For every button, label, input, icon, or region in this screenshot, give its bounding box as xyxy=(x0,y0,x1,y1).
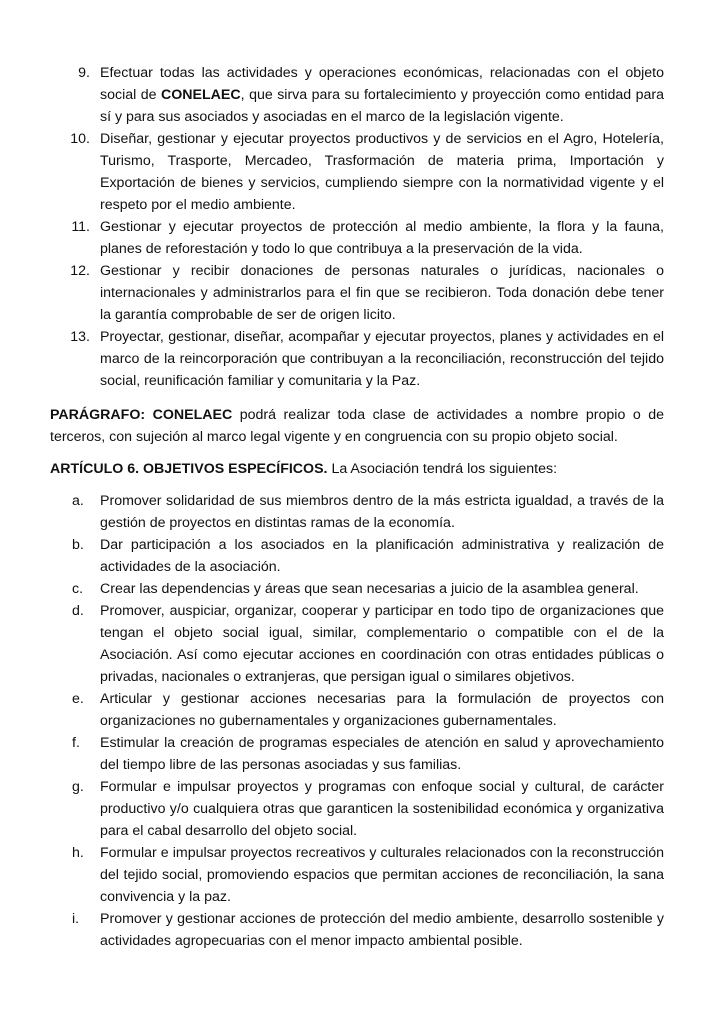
item-text: Promover solidaridad de sus miembros dentro de la más estricta igualdad, a través de la gestión de proyectos en distintas ramas de la economía. xyxy=(100,493,664,531)
item-text: Gestionar y ejecutar proyectos de protección al medio ambiente, la flora y la fauna, planes de reforestación y todo lo que contribuya a la preservación de la vida. xyxy=(100,219,664,257)
item-text: Promover, auspiciar, organizar, cooperar y participar en todo tipo de organizaciones que tengan el objeto social igual, similar, complementario o compatible con el de la Asociación. Así como ejecutar acciones en coordinación con otras entidades públicas o privadas, nacionales o extranjeras, que persigan igual o similares objetivos. xyxy=(100,603,664,685)
item-text: Proyectar, gestionar, diseñar, acompañar y ejecutar proyectos, planes y actividades en el marco de la reincorporación que contribuyan a la reconciliación, reconstrucción del tejido social, reunificación familiar y comunitaria y la Paz. xyxy=(100,329,664,389)
item-number: 9. xyxy=(78,65,90,81)
paragrafo-label: PARÁGRAFO: CONELAEC xyxy=(50,407,233,423)
list-item-f xyxy=(50,732,664,776)
list-item-c xyxy=(50,578,664,600)
item-letter: h. xyxy=(72,845,84,861)
item-number: 10. xyxy=(70,131,90,147)
item-text: Articular y gestionar acciones necesarias para la formulación de proyectos con organizaciones no gubernamentales y organizaciones gubernamentales. xyxy=(100,691,664,729)
item-number: 13. xyxy=(70,329,90,345)
item-letter: b. xyxy=(72,537,84,553)
item-text-cont: , que sirva para su fortalecimiento y proyección como entidad para sí y para sus asociados y asociadas en el marco de la legislación vigente. xyxy=(100,87,664,125)
list-item-g xyxy=(50,776,664,842)
numbered-list xyxy=(50,62,664,392)
item-letter: d. xyxy=(72,603,84,619)
list-item-9 xyxy=(50,62,664,128)
item-number: 11. xyxy=(71,219,90,235)
paragrafo-paragraph xyxy=(50,404,664,448)
item-bold-text: CONELAEC xyxy=(161,87,241,103)
item-text: Formular e impulsar proyectos y programas con enfoque social y cultural, de carácter productivo y/o cualquiera otras que garanticen la sostenibilidad económica y organizativa para el cabal desarrollo del objeto social. xyxy=(100,779,664,839)
item-number: 12. xyxy=(70,263,90,279)
item-text: Diseñar, gestionar y ejecutar proyectos productivos y de servicios en el Agro, Hotelería, Turismo, Trasporte, Mercadeo, Trasformación de materia prima, Importación y Exportación de bienes y servicios, cumpliendo siempre con la normatividad vigente y el respeto por el medio ambiente. xyxy=(100,131,664,213)
list-item-h xyxy=(50,842,664,908)
document-body xyxy=(50,62,664,952)
list-item-12 xyxy=(50,260,664,326)
item-text: Estimular la creación de programas especiales de atención en salud y aprovechamiento del tiempo libre de las personas asociadas y sus familias. xyxy=(100,735,664,773)
item-letter: g. xyxy=(72,779,84,795)
list-item-b xyxy=(50,534,664,578)
item-text: Gestionar y recibir donaciones de personas naturales o jurídicas, nacionales o internacionales y administrarlos para el fin que se recibieron. Toda donación debe tener la garantía comprobable de ser de origen licito. xyxy=(100,263,664,323)
list-item-13 xyxy=(50,326,664,392)
item-letter: i. xyxy=(72,911,80,927)
item-text: Crear las dependencias y áreas que sean necesarias a juicio de la asamblea general. xyxy=(100,581,639,597)
item-text: Efectuar todas las actividades y operaciones económicas, relacionadas con el objeto social de xyxy=(100,65,664,103)
item-letter: c. xyxy=(72,581,84,597)
paragrafo-text: podrá realizar toda clase de actividades a nombre propio o de terceros, con sujeción al marco legal vigente y en congruencia con su propio objeto social. xyxy=(50,407,664,445)
item-text: Dar participación a los asociados en la planificación administrativa y realización de actividades de la asociación. xyxy=(100,537,664,575)
list-item-11 xyxy=(50,216,664,260)
item-letter: a. xyxy=(72,493,84,509)
item-text: Promover y gestionar acciones de protección del medio ambiente, desarrollo sostenible y actividades agropecuarias con el menor impacto ambiental posible. xyxy=(100,911,664,949)
list-item-10 xyxy=(50,128,664,216)
list-item-d xyxy=(50,600,664,688)
articulo-heading: ARTÍCULO 6. OBJETIVOS ESPECÍFICOS. xyxy=(50,461,328,477)
list-item-e xyxy=(50,688,664,732)
list-item-i xyxy=(50,908,664,952)
articulo-intro: La Asociación tendrá los siguientes: xyxy=(327,461,558,477)
list-item-a xyxy=(50,490,664,534)
articulo-heading-paragraph xyxy=(50,458,664,480)
item-letter: e. xyxy=(72,691,84,707)
lettered-list xyxy=(50,490,664,952)
item-letter: f. xyxy=(72,735,80,751)
item-text: Formular e impulsar proyectos recreativos y culturales relacionados con la reconstrucción del tejido social, promoviendo espacios que permitan acciones de reconciliación, la sana convivencia y la paz. xyxy=(100,845,664,905)
